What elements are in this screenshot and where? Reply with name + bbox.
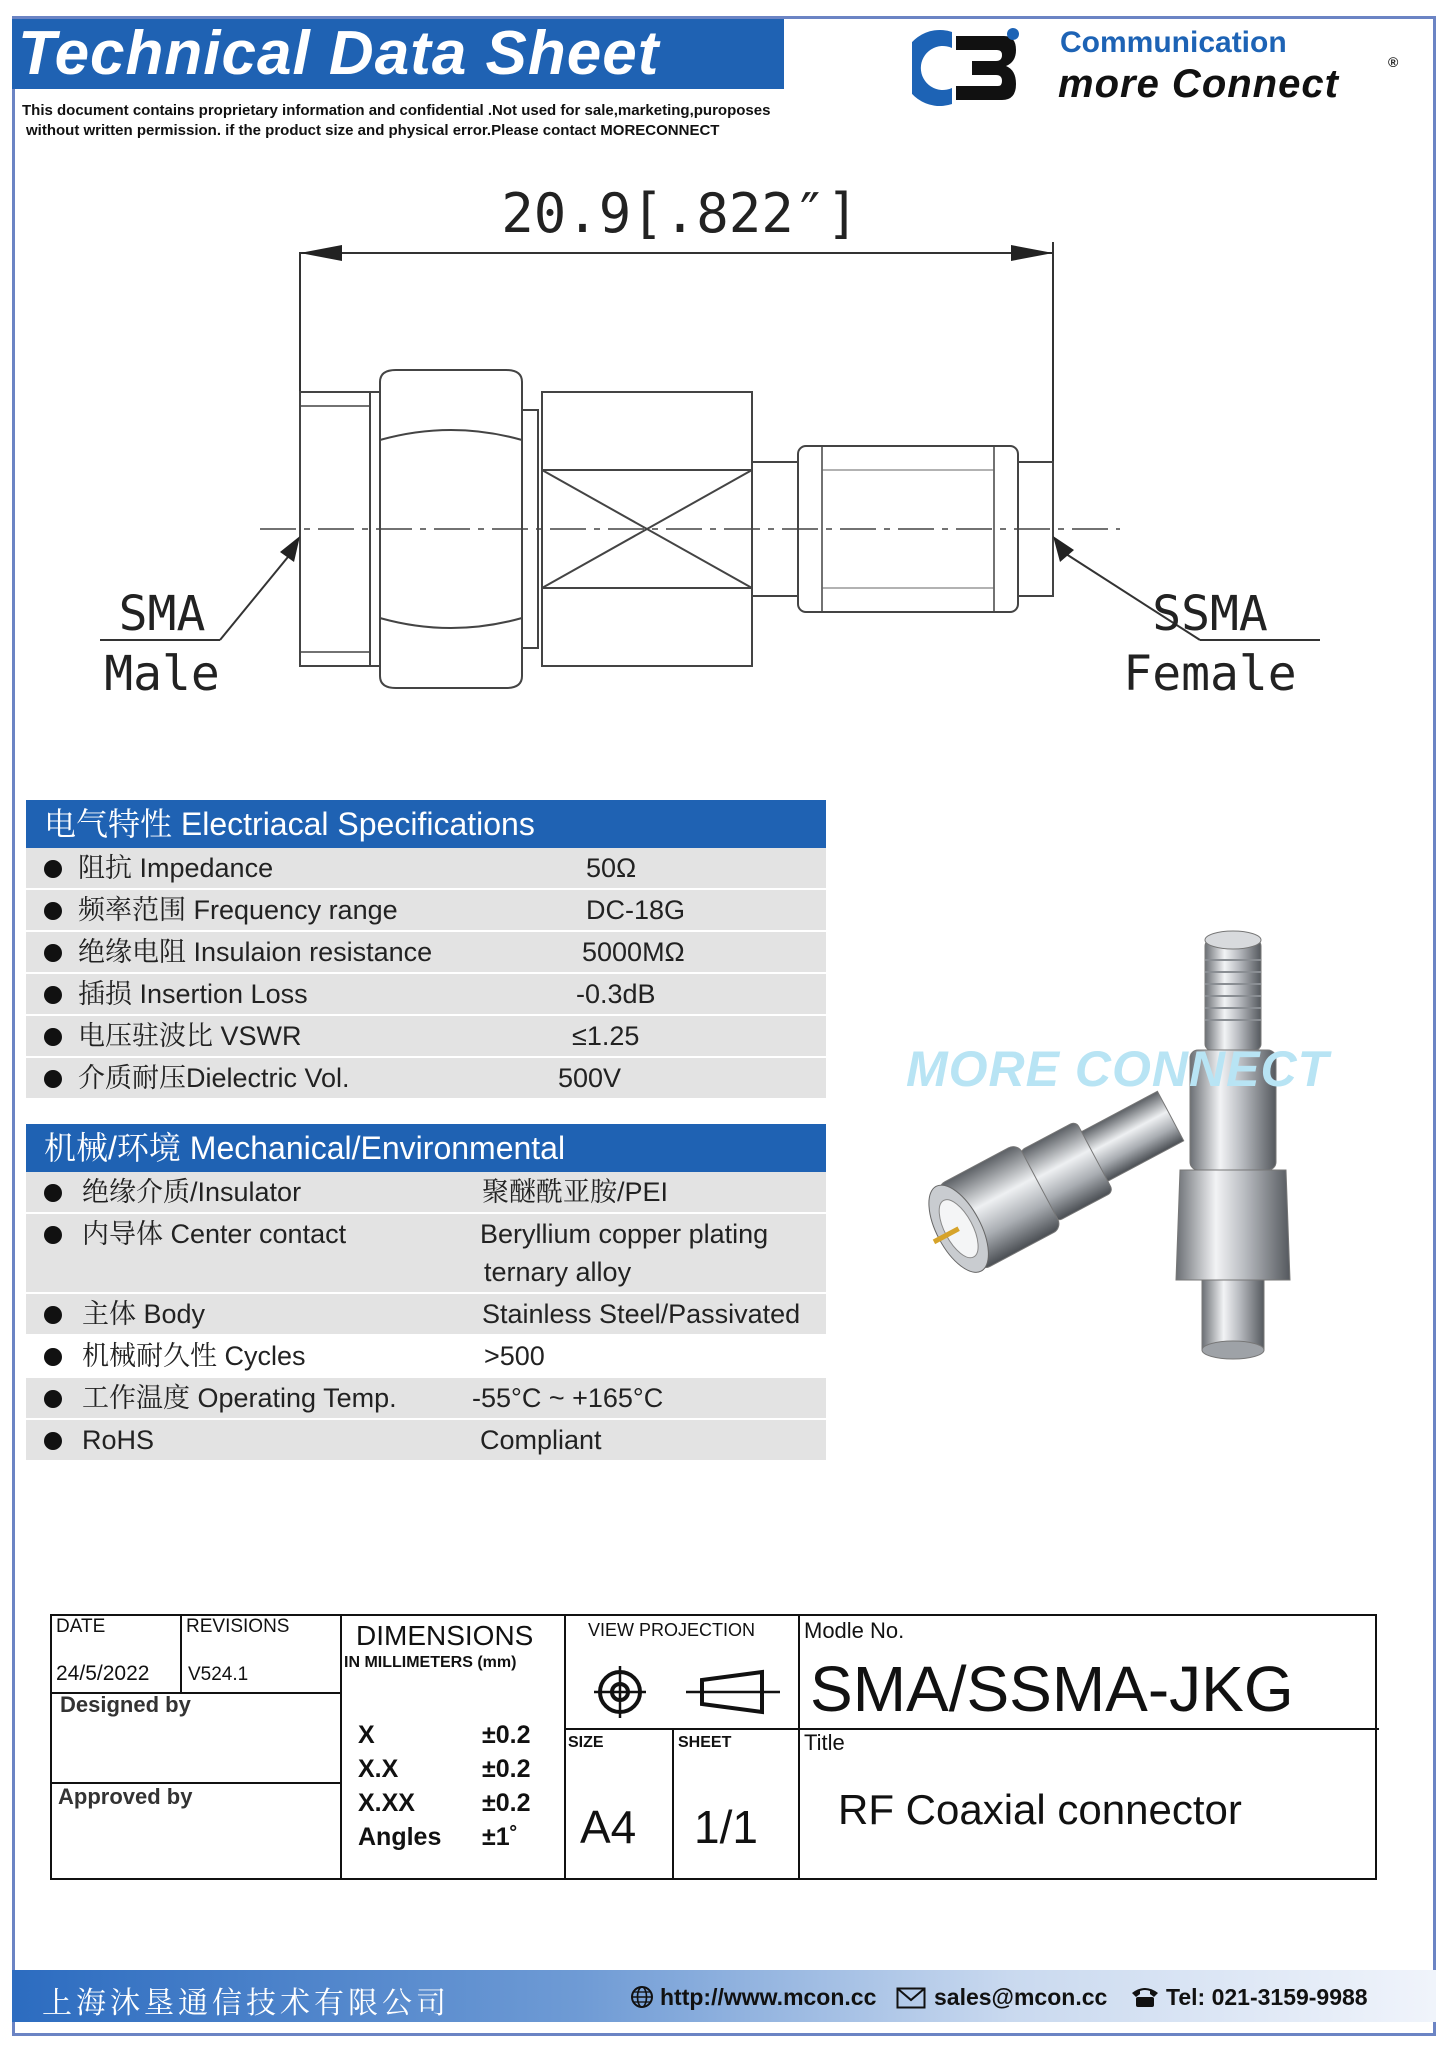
spec-value: 聚醚酰亚胺/PEI <box>482 1177 669 1207</box>
spec-label: 内导体 Center contact <box>82 1219 347 1249</box>
brand-tagline: Communication <box>1060 26 1287 59</box>
page-title: Technical Data Sheet <box>18 19 660 88</box>
mechanical-specs <box>26 1124 826 1462</box>
spec-value: DC-18G <box>586 895 686 925</box>
spec-row <box>26 1336 826 1378</box>
spec-label: 绝缘电阻 Insulaion resistance <box>78 937 433 967</box>
left-connector-type: SMA <box>118 586 206 642</box>
spec-value: -0.3dB <box>576 979 656 1009</box>
electrical-specs <box>26 800 826 1100</box>
globe-icon <box>630 1985 654 2009</box>
spec-row <box>26 1016 826 1058</box>
title-block <box>50 1614 1377 1880</box>
phone-icon <box>1130 1985 1160 2009</box>
revisions-label: REVISIONS <box>186 1616 290 1637</box>
approved-by-label: Approved by <box>58 1784 193 1809</box>
tolerance-value: ±0.2 <box>482 1789 531 1817</box>
spec-value: -55°C ~ +165°C <box>472 1383 664 1413</box>
dimensions-label: DIMENSIONS <box>356 1620 534 1651</box>
telephone: Tel: 021-3159-9988 <box>1166 1984 1368 2010</box>
spec-label: 介质耐压Dielectric Vol. <box>78 1063 350 1093</box>
model-label: Modle No. <box>804 1618 905 1643</box>
mechanical-header: 机械/环境 Mechanical/Environmental <box>26 1124 826 1172</box>
tolerance-key: X.XX <box>358 1789 415 1817</box>
email-link[interactable]: sales@mcon.cc <box>934 1984 1108 2010</box>
size-value: A4 <box>580 1801 637 1853</box>
disclaimer <box>22 101 822 141</box>
tolerance-key: Angles <box>358 1823 442 1851</box>
watermark: MORE CONNECT <box>906 1041 1330 1097</box>
spec-label: 电压驻波比 VSWR <box>78 1021 302 1051</box>
bullet-icon <box>44 860 62 878</box>
spec-value: >500 <box>484 1341 545 1371</box>
date-label: DATE <box>56 1616 106 1637</box>
spec-row <box>26 1172 826 1214</box>
tolerance-value: ±0.2 <box>482 1721 531 1749</box>
right-connector-type: SSMA <box>1152 586 1268 642</box>
model-number: SMA/SSMA-JKG <box>810 1653 1294 1725</box>
tolerance-keys <box>358 1718 441 1854</box>
mail-icon <box>896 1987 926 2009</box>
product-title: RF Coaxial connector <box>838 1786 1242 1833</box>
spec-value: Stainless Steel/Passivated <box>482 1299 801 1329</box>
bullet-icon <box>44 1348 62 1366</box>
connector-drawing <box>80 170 1330 730</box>
spec-value: ≤1.25 <box>572 1021 640 1051</box>
brand-name: more Connect <box>1058 62 1339 106</box>
disclaimer-line-1: This document contains proprietary information and confidential .Not used for sale,marketing,puroposes <box>22 102 771 119</box>
bullet-icon <box>44 1184 62 1202</box>
tolerance-value: ±1˚ <box>482 1823 518 1851</box>
sheet-value: 1/1 <box>694 1801 758 1853</box>
sheet-label: SHEET <box>678 1734 732 1751</box>
website-link[interactable]: http://www.mcon.cc <box>660 1984 877 2010</box>
revisions-value: V524.1 <box>188 1664 249 1685</box>
size-label: SIZE <box>568 1734 604 1751</box>
company-name: 上海沐垦通信技术有限公司 <box>42 1986 450 2021</box>
bullet-icon <box>44 1432 62 1450</box>
spec-row <box>26 890 826 932</box>
spec-value: 5000MΩ <box>582 937 685 967</box>
right-connector-gender: Female <box>1123 646 1297 702</box>
spec-label: 绝缘介质/Insulator <box>82 1177 302 1207</box>
spec-value: 50Ω <box>586 853 637 883</box>
spec-label: 机械耐久性 Cycles <box>82 1341 306 1371</box>
title-banner <box>12 19 784 89</box>
tolerance-value: ±0.2 <box>482 1755 531 1783</box>
bullet-icon <box>44 1028 62 1046</box>
tolerance-values <box>482 1718 530 1854</box>
registered-mark: ® <box>1388 54 1399 70</box>
spec-value-continued: ternary alloy <box>484 1257 632 1287</box>
spec-row <box>26 1420 826 1462</box>
bullet-icon <box>44 944 62 962</box>
spec-row <box>26 848 826 890</box>
spec-value: 500V <box>558 1063 622 1093</box>
bullet-icon <box>44 1226 62 1244</box>
footer-bar <box>12 1970 1436 2022</box>
left-connector-gender: Male <box>104 646 220 702</box>
bullet-icon <box>44 986 62 1004</box>
units-label: IN MILLIMETERS (mm) <box>344 1654 517 1671</box>
spec-label: RoHS <box>82 1425 155 1455</box>
spec-value: Compliant <box>480 1425 602 1455</box>
spec-row <box>26 1058 826 1100</box>
spec-value: Beryllium copper plating <box>480 1219 769 1249</box>
bullet-icon <box>44 1070 62 1088</box>
spec-row <box>26 1294 826 1336</box>
spec-row <box>26 1214 826 1294</box>
designed-by-label: Designed by <box>60 1692 191 1717</box>
bullet-icon <box>44 902 62 920</box>
mc-logo-icon <box>912 26 1020 110</box>
spec-label: 工作温度 Operating Temp. <box>82 1383 397 1413</box>
date-value: 24/5/2022 <box>56 1662 150 1685</box>
title-label: Title <box>804 1730 845 1755</box>
electrical-header: 电气特性 Electriacal Specifications <box>26 800 826 848</box>
spec-row <box>26 974 826 1016</box>
spec-row <box>26 1378 826 1420</box>
spec-label: 主体 Body <box>82 1299 206 1329</box>
spec-label: 频率范围 Frequency range <box>78 895 398 925</box>
spec-label: 插损 Insertion Loss <box>78 979 308 1009</box>
disclaimer-line-2: without written permission. if the product size and physical error.Please contact MORECONNECT <box>26 122 720 139</box>
spec-label: 阻抗 Impedance <box>78 853 274 883</box>
tolerance-key: X <box>358 1721 375 1749</box>
spec-row <box>26 932 826 974</box>
tolerance-key: X.X <box>358 1755 399 1783</box>
product-photo <box>890 920 1330 1400</box>
view-projection-label: VIEW PROJECTION <box>588 1620 756 1640</box>
dimension-label: 20.9[.822″] <box>501 182 859 245</box>
bullet-icon <box>44 1390 62 1408</box>
bullet-icon <box>44 1306 62 1324</box>
projection-symbol-icon <box>590 1660 790 1720</box>
